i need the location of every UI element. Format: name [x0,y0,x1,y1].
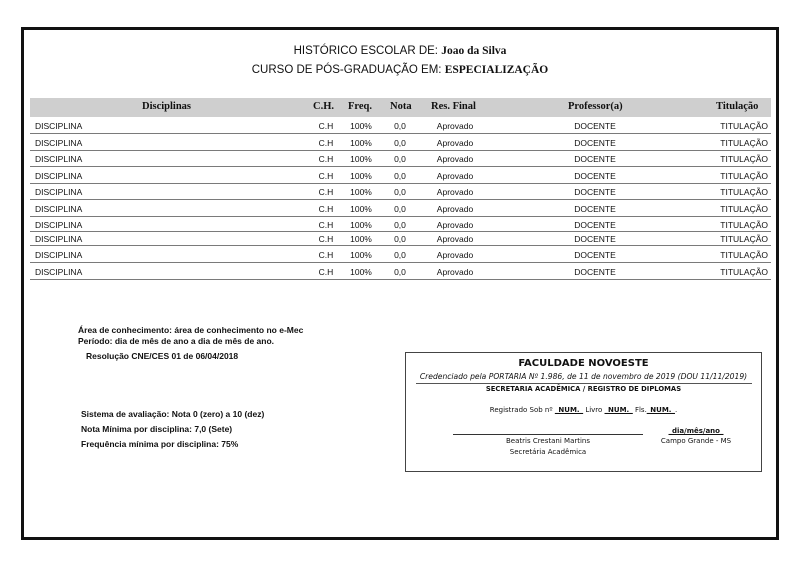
cell-professor: DOCENTE [574,250,616,260]
periodo: Período: dia de mês de ano a dia de mês de ano. [78,336,275,346]
sistema-avaliacao: Sistema de avaliação: Nota 0 (zero) a 10 (dez) [81,409,265,419]
resolucao: Resolução CNE/CES 01 de 06/04/2018 [86,351,239,361]
cell-titulacao: TITULAÇÃO [720,250,768,260]
col-titulacao: Titulação [716,101,759,112]
cell-titulacao: TITULAÇÃO [720,154,768,164]
cell-nota: 0,0 [394,121,406,131]
table-row [30,150,771,167]
table-row [30,263,771,280]
cell-disciplina: DISCIPLINA [35,138,83,148]
signer-name: Beatris Crestani Martins [505,437,591,445]
cell-freq: 100% [350,234,372,244]
cell-nota: 0,0 [394,138,406,148]
cell-titulacao: TITULAÇÃO [720,267,768,277]
cell-professor: DOCENTE [574,267,616,277]
cell-titulacao: TITULAÇÃO [720,234,768,244]
cell-resultado: Aprovado [436,187,474,197]
cell-disciplina: DISCIPLINA [35,187,83,197]
cell-titulacao: TITULAÇÃO [720,204,768,214]
table-row [30,217,771,232]
cell-ch: C.H [318,267,334,277]
cell-professor: DOCENTE [574,234,616,244]
cell-ch: C.H [318,204,334,214]
registro-box [405,352,762,472]
col-disciplinas: Disciplinas [142,101,192,112]
col-professor: Professor(a) [568,101,623,112]
cell-freq: 100% [350,121,372,131]
registro-line: Registrado Sob nº _NUM._ Livro _NUM._ Fls._NUM._. [489,406,678,414]
cell-professor: DOCENTE [574,154,616,164]
cell-resultado: Aprovado [436,250,474,260]
cell-titulacao: TITULAÇÃO [720,220,768,230]
cell-professor: DOCENTE [574,187,616,197]
table-header [30,98,771,117]
signer-role: Secretária Acadêmica [509,448,587,456]
cell-disciplina: DISCIPLINA [35,154,83,164]
credenciamento: Credenciado pela PORTARIA Nº 1.986, de 11 de novembro de 2019 (DOU 11/11/2019) [419,372,748,381]
cell-nota: 0,0 [394,154,406,164]
cell-freq: 100% [350,220,372,230]
fls-num: _NUM._ [646,406,675,414]
cell-freq: 100% [350,204,372,214]
cell-ch: C.H [318,171,334,181]
cell-freq: 100% [350,187,372,197]
cell-ch: C.H [318,250,334,260]
cell-ch: C.H [318,121,334,131]
cell-nota: 0,0 [394,267,406,277]
table-row [30,117,771,134]
secretaria: SECRETARIA ACADÊMICA / REGISTRO DE DIPLOMAS [485,385,682,393]
curso-title [0,64,800,76]
col-res-final: Res. Final [431,101,476,112]
historico-title [0,45,800,57]
cell-disciplina: DISCIPLINA [35,204,83,214]
registrado-num: _NUM._ [554,406,584,414]
livro-label: Livro [585,406,603,414]
cell-disciplina: DISCIPLINA [35,250,83,260]
cell-disciplina: DISCIPLINA [35,220,83,230]
col-nota: Nota [390,101,412,112]
curso-name: ESPECIALIZAÇÃO [444,64,549,76]
cell-professor: DOCENTE [574,121,616,131]
cell-ch: C.H [318,220,334,230]
table-row [30,134,771,151]
cell-professor: DOCENTE [574,204,616,214]
cell-ch: C.H [318,138,334,148]
cell-ch: C.H [318,154,334,164]
cell-resultado: Aprovado [436,171,474,181]
date: _dia/mês/ano_ [668,427,724,435]
cell-freq: 100% [350,138,372,148]
table-row [30,200,771,217]
cell-resultado: Aprovado [436,204,474,214]
cell-nota: 0,0 [394,204,406,214]
col-ch: C.H. [313,101,334,112]
col-freq: Freq. [348,101,373,112]
cell-resultado: Aprovado [436,138,474,148]
cell-titulacao: TITULAÇÃO [720,187,768,197]
table-row [30,167,771,184]
student-name: Joao da Silva [441,45,507,57]
cell-professor: DOCENTE [574,138,616,148]
cell-freq: 100% [350,250,372,260]
signature-line [453,434,643,435]
cell-disciplina: DISCIPLINA [35,171,83,181]
divider [416,383,752,384]
cell-resultado: Aprovado [436,267,474,277]
cell-professor: DOCENTE [574,220,616,230]
cell-ch: C.H [318,234,334,244]
table-row [30,231,771,246]
cell-freq: 100% [350,267,372,277]
cell-nota: 0,0 [394,250,406,260]
table-row [30,246,771,263]
nota-minima: Nota Mínima por disciplina: 7,0 (Sete) [81,424,233,434]
cell-titulacao: TITULAÇÃO [720,121,768,131]
cell-titulacao: TITULAÇÃO [720,138,768,148]
curso-label: CURSO DE PÓS-GRADUAÇÃO EM: [251,64,442,76]
cell-nota: 0,0 [394,187,406,197]
cell-disciplina: DISCIPLINA [35,267,83,277]
cell-disciplina: DISCIPLINA [35,121,83,131]
city: Campo Grande - MS [660,437,732,445]
table-row [30,183,771,200]
cell-professor: DOCENTE [574,171,616,181]
fls-label: Fls. [634,406,647,414]
cell-resultado: Aprovado [436,220,474,230]
frequencia-minima: Frequência mínima por disciplina: 75% [81,439,239,449]
cell-nota: 0,0 [394,220,406,230]
historico-label: HISTÓRICO ESCOLAR DE: [293,45,439,57]
faculdade-name: FACULDADE NOVOESTE [518,358,649,369]
cell-titulacao: TITULAÇÃO [720,171,768,181]
registrado-label: Registrado Sob nº [489,406,553,414]
cell-disciplina: DISCIPLINA [35,234,83,244]
cell-freq: 100% [350,171,372,181]
cell-ch: C.H [318,187,334,197]
cell-resultado: Aprovado [436,234,474,244]
cell-nota: 0,0 [394,234,406,244]
cell-resultado: Aprovado [436,154,474,164]
cell-resultado: Aprovado [436,121,474,131]
area-conhecimento: Área de conhecimento: área de conhecimento no e-Mec [78,325,304,335]
cell-nota: 0,0 [394,171,406,181]
livro-num: _NUM._ [604,406,633,414]
cell-freq: 100% [350,154,372,164]
